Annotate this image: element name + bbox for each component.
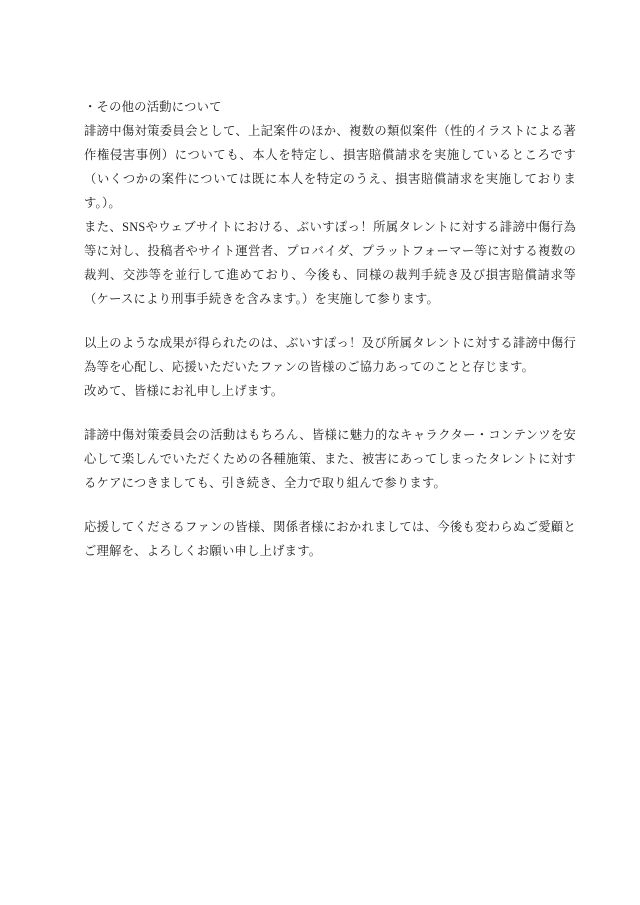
paragraph-spacer <box>84 496 576 516</box>
paragraph-spacer <box>84 312 576 332</box>
section-heading: ・その他の活動について <box>84 100 222 114</box>
paragraph: 誹謗中傷対策委員会として、上記案件のほか、複数の類似案件（性的イラストによる著作権侵害事例）についても、本人を特定し、損害賠償請求を実施しているところです（いくつかの案件については既に本人を特定のうえ、損害賠償請求を実施しております。）。 <box>84 123 576 210</box>
paragraph: また、SNSやウェブサイトにおける、ぶいすぽっ！所属タレントに対する誹謗中傷行為等に対し、投稿者やサイト運営者、プロバイダ、プラットフォーマー等に対する複数の裁判、交渉等を並行して進めており、今後も、同様の裁判手続き及び損害賠償請求等（ケースにより刑事手続きを含みます。）を実施して参ります。 <box>84 219 576 306</box>
paragraph: 誹謗中傷対策委員会の活動はもちろん、皆様に魅力的なキャラクター・コンテンツを安心して楽しんでいただくための各種施策、また、被害にあってしまったタレントに対するケアにつきましても、引き続き、全力で取り組んで参ります。 <box>84 427 576 490</box>
paragraph: 応援してくださるファンの皆様、関係者様におかれましては、今後も変わらぬご愛顧とご理解を、よろしくお願い申し上げます。 <box>84 519 576 558</box>
document-body <box>84 96 576 563</box>
paragraph-spacer <box>84 404 576 424</box>
paragraph: 改めて、皆様にお礼申し上げます。 <box>84 383 284 398</box>
paragraph: 以上のような成果が得られたのは、ぶいすぽっ！及び所属タレントに対する誹謗中傷行為等を心配し、応援いただいたファンの皆様のご協力あってのことと存じます。 <box>84 335 576 374</box>
